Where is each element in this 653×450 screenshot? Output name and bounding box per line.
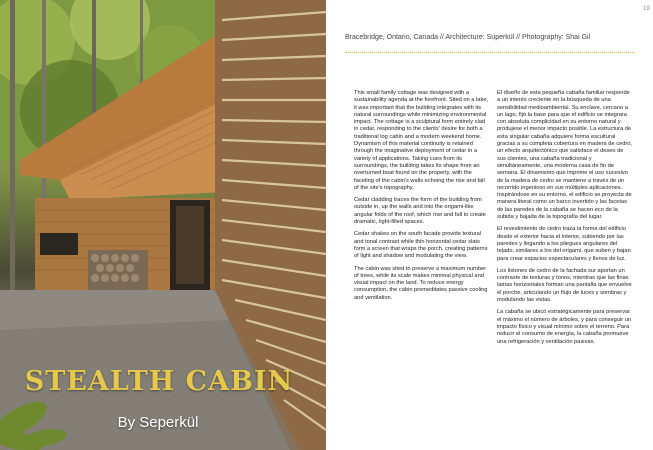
body-paragraph: El diseño de esta pequeña cabaña familiar responde a un interés creciente en la búsqueda de una sensibilidad medioambiental. Su enclave, cercano a un lago, fijó la base para que el edificio se integrara con absoluta complicidad en su entorno natural y produjese el menor impacto posible. La estructura de esta singular cabaña adquiere forma escultural gracias a su completa cobertura en madera de cedro, un efecto arquitectónico que satisface el deseo de sus clientes, una cabaña tradicional y simultáneamente, una moderna casa de fin de semana. El dinamismo que imprime el uso sucesivo de la madera de cedro se mantiene a través de un recorrido ingenioso en sus múltiples aplicaciones. Inspirándose en su entorno, el edificio se proyecta de manera literal como un barco invertido y las facetas de las paredes de la cabaña se hacen eco de la subida y bajada de la topografía del lugar. [497,90,632,221]
feature-title: STEALTH CABIN [24,366,294,397]
body-paragraph: This small family cottage was designed with a sustainability agenda at the forefront. Sited on a lake, it was important that the building integrates with its natural surroundings while minimizing environmental impact. The cottage is a sculptural form entirely clad in cedar, responding to the clients' desire for both a traditional log cabin and a modern weekend home. Dynamism of this material continuity is retained through the imaginative deployment of cedar in a variety of applications. Taking cues from its surroundings, the building takes its shape from an overturned boat found on the property, with the faceting of the cabin's walls echoing the rise and fall of the site's topography. [354,90,489,191]
cover-photo [0,0,326,450]
dotted-divider [345,52,635,53]
body-paragraph: The cabin was sited to preserve a maximum number of trees, while its scale makes minimal physical and visual impact on the land. To reduce energy consumption, the cabin premeditates passive cooling and ventilation. [354,265,488,301]
project-credits: Bracebridge, Ontario, Canada // Architecture: Superkül // Photography: Shai Gil [345,34,591,41]
body-paragraph: Cedar cladding traces the form of the building from outside in, up the walls and into the origami-like angular folds of the roof, which rise and fall to create dramatic, light-filled spaces. [354,197,486,226]
spanish-column [497,90,633,351]
body-paragraph: Los listones de cedro de la fachada sur aportan un contraste de texturas y tonos, mientras que las finas lamas horizontales forman una pantalla que envuelve el porche, articulando un flujo de luces y sombras y modulando las vistas. [497,267,632,304]
feature-byline: By Seperkül [117,414,199,431]
body-paragraph: El revestimiento de cedro traza la forma del edificio desde el exterior hacia el interior, subiendo por las paredes y llegando a los pliegues angulares del tejado, similares a los del origami, que suben y bajan para crear espacios espectaculares y llenos de luz. [497,226,631,262]
body-paragraph: La cabaña se ubicó estratégicamente para preservar el máximo el número de árboles, y para conseguir un impacto físico y visual mínimo sobre el terreno. Para reducir el consumo de energía, la cabaña promueve una refrigeración y ventilación pasivas. [497,309,632,345]
body-paragraph: Cedar shakes on the south facade provide textural and tonal contrast while thin horizontal cedar slats form a screen that wraps the porch, creating patterns of light and shadow and modulating the view. [354,231,488,260]
page-number: 19 [643,6,650,12]
english-column [354,90,490,307]
